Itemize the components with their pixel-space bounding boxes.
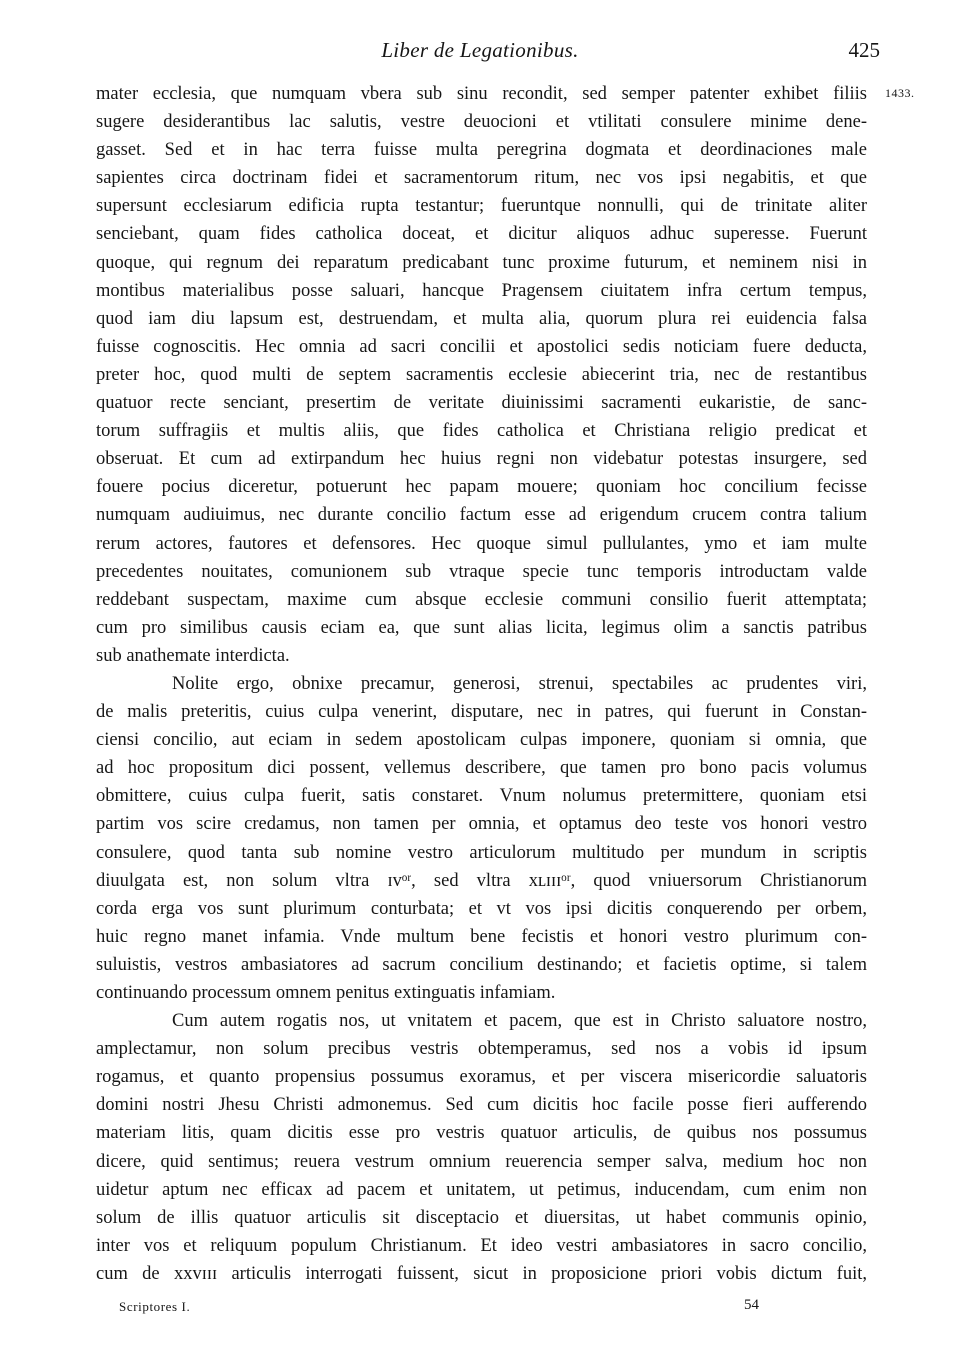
- text-line: mater ecclesia, que numquam vbera sub sinu recondit, sed semper patenter exhibet filiis: [96, 84, 867, 104]
- text-line: materiam litis, quam dicitis esse pro vestris quatuor articulis, de quibus nos possumus: [96, 1123, 867, 1144]
- text-line: rerum actores, fautores et defensores. Hec quoque simul pullulantes, ymo et iam multe: [96, 533, 867, 554]
- text-line: obseruat. Et cum ad extirpandum hec huius regni non videbatur potestas insurgere, sed: [96, 449, 867, 470]
- page-number: 425: [848, 38, 880, 62]
- text-line: numquam audiuimus, nec durante concilio factum esse ad erigendum crucem contra talium: [96, 505, 867, 526]
- text-line: domini nostri Jhesu Christi admonemus. Sed cum dicitis hoc facile posse fieri aufferendo: [96, 1095, 867, 1116]
- text-line: rogamus, et quanto propensius possumus exoramus, et per viscera misericordie saluatoris: [96, 1067, 867, 1088]
- text-line: preter hoc, quod multi de septem sacramentis ecclesie abiecerint tria, nec de restantibus: [96, 364, 867, 385]
- text-line: quoque, qui regnum dei reparatum predicabant tunc proxime futurum, et neminem nisi in: [96, 252, 867, 273]
- text-line: fuisse cognoscitis. Hec omnia ad sacri concilii et apostolici sedis noticiam fuere deducta,: [96, 336, 867, 357]
- text-line: gasset. Sed et in hac terra fuisse multa peregrina dogmata et deordinaciones male: [96, 140, 867, 161]
- text-line: supersunt ecclesiarum edificia rupta testantur; fueruntque nonnulli, qui de trinitate aliter: [96, 196, 867, 217]
- text-line: cum de xxᴠɪɪɪ articulis interrogati fuissent, sicut in proposicione priori vobis dictum fuit,: [96, 1263, 867, 1284]
- text-line: corda erga vos sunt plurimum conturbata; et vt vos ipsi dicitis conquerendo per orbem,: [96, 898, 867, 919]
- paragraph-first-line: Nolite ergo, obnixe precamur, generosi, strenui, spectabiles ac prudentes viri,: [172, 673, 867, 694]
- margin-year-note: 1433.: [885, 86, 915, 100]
- running-title: Liber de Legationibus.: [381, 38, 579, 62]
- text-line: continuando processum omnem penitus extinguatis infamiam.: [96, 983, 556, 1003]
- text-line: fouere pocius diceretur, potuerunt hec papam mouere; quoniam hoc concilium fecisse: [96, 477, 867, 498]
- text-line: amplectamur, non solum precibus vestris obtemperamus, sed nos a vobis id ipsum: [96, 1039, 867, 1060]
- text-line: suluistis, vestros ambasiatores ad sacrum concilium destinando; et facietis optime, si talem: [96, 954, 867, 975]
- text-line: solum de illis quatuor articulis sit disceptacio et diuersitas, ut habet communis opinio,: [96, 1207, 867, 1228]
- text-line: dicere, quid sentimus; reuera vestrum omnium reuerencia semper salva, medium hoc non: [96, 1151, 867, 1172]
- text-line: huic regno manet infamia. Vnde multum bene fecistis et honori vestro plurimum con-: [96, 926, 867, 947]
- text-line: consulere, quod tanta sub nomine vestro articulorum multitudo per mundum in scriptis: [96, 842, 867, 863]
- text-line: montibus materialibus posse saluari, hancque Pragensem ciuitatem infra certum tempus,: [96, 280, 867, 301]
- footer-signature: Scriptores I.: [119, 1299, 191, 1314]
- text-line: quatuor recte senciant, presertim de veritate diuinissimi sacramenti eukaristie, de sanc-: [96, 393, 867, 414]
- text-line: ad hoc propositum dici possent, vellemus describere, que tamen pro bono pacis volumus: [96, 758, 867, 779]
- text-line: de malis preteritis, cuius culpa venerint, disputare, nec in patres, qui fuerunt in Constan-: [96, 702, 867, 723]
- text-line: obmittere, cuius culpa fuerit, satis constaret. Vnum nolumus pretermittere, quoniam etsi: [96, 786, 867, 807]
- text-line: sugere desiderantibus lac salutis, vestre deuocioni et vtilitati consulere minime dene-: [96, 112, 867, 133]
- paragraph-first-line: Cum autem rogatis nos, ut vnitatem et pacem, que est in Christo saluatore nostro,: [172, 1011, 867, 1032]
- text-line: precedentes nouitates, comunionem sub vtraque specie tunc temporis introductam valde: [96, 561, 867, 582]
- text-line: diuulgata est, non solum vltra ɪᴠᵒʳ, sed vltra xʟɪɪɪᵒʳ, quod vniuersorum Christianorum: [96, 870, 867, 891]
- text-line: sub anathemate interdicta.: [96, 645, 290, 666]
- text-line: partim vos scire credamus, non tamen per omnia, et optamus deo teste vos honori vestro: [96, 814, 867, 835]
- text-line: sapientes circa doctrinam fidei et sacramentorum ritum, nec vos ipsi negabitis, et que: [96, 168, 867, 189]
- text-line: senciebant, quam fides catholica doceat, et dicitur aliquos adhuc superesse. Fuerunt: [96, 224, 867, 245]
- text-line: torum suffragiis et multis aliis, que fides catholica et Christiana religio predicat et: [96, 421, 867, 442]
- text-line: uidetur aptum nec efficax ad pacem et unitatem, ut petimus, inducendam, cum enim non: [96, 1179, 867, 1200]
- body-text: [96, 80, 867, 1288]
- text-line: cum pro similibus causis eciam ea, que sunt alias licita, legimus olim a sanctis patribus: [96, 617, 867, 638]
- footer-signature-number: 54: [744, 1297, 759, 1313]
- text-line: quod iam diu lapsum est, destruendam, et multa alia, quorum plura rei euidencia falsa: [96, 308, 867, 329]
- text-line: ciensi concilio, aut eciam in sedem apostolicam culpas imponere, quoniam si omnia, que: [96, 730, 867, 751]
- text-line: reddebant suspectam, maxime cum absque ecclesie communi consilio fuerit attemptata;: [96, 589, 867, 610]
- text-line: inter vos et reliquum populum Christianum. Et ideo vestri ambasiatores in sacro concilio,: [96, 1235, 867, 1256]
